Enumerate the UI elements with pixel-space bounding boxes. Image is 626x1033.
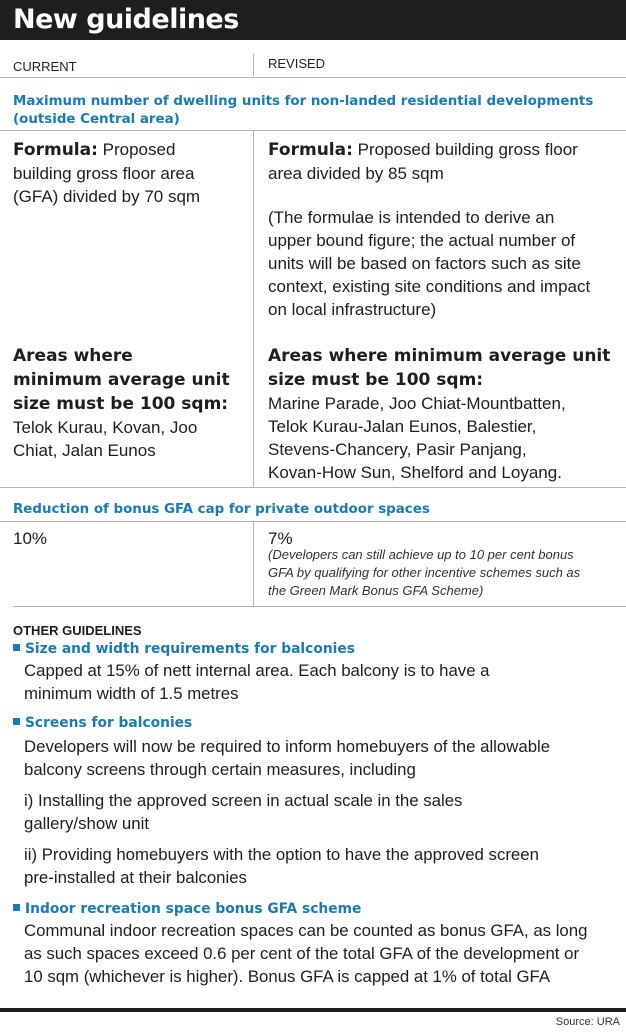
bullet-square-icon (13, 644, 20, 651)
indoor-recreation-text: Communal indoor recreation spaces can be counted as bonus GFA, as long as such spaces exceed 0.6 per cent of the total GFA of the development or 10 sqm (whichever is higher). Bonus GFA is capped at 1% of total GFA (24, 921, 588, 986)
balcony-screens-item-2: ii) Providing homebuyers with the option to have the approved screen pre-installed at their balconies (24, 845, 539, 887)
bullet-square-icon (13, 904, 20, 911)
footer-rule (0, 1008, 626, 1012)
divider (0, 521, 626, 522)
current-areas: Areas where minimum average unit size must be 100 sqm: Telok Kurau, Kovan, Joo Chiat, Jalan Eunos (13, 346, 230, 460)
column-divider (253, 522, 254, 606)
column-divider (253, 131, 254, 487)
revised-formula: Formula: Proposed building gross floor area divided by 85 sqm (268, 140, 578, 183)
bullet-balcony-size: Size and width requirements for balconies (13, 640, 355, 658)
section-title-line: Maximum number of dwelling units for non-landed residential developments (13, 94, 594, 109)
other-guidelines-label: OTHER GUIDELINES (13, 623, 142, 638)
current-bonus-value: 10% (13, 529, 48, 548)
revised-formula-note: (The formulae is intended to derive an upper bound figure; the actual number of units will be based on factors such as site context, existing site conditions and impact on local infrastructure) (268, 208, 591, 319)
divider (0, 130, 626, 131)
header-bar (0, 0, 626, 40)
column-divider (253, 54, 254, 76)
page-title: New guidelines (13, 4, 239, 35)
divider (0, 487, 626, 488)
bullet-indoor-recreation: Indoor recreation space bonus GFA scheme (13, 900, 361, 918)
bullet-balcony-screens: Screens for balconies (13, 714, 192, 732)
divider (13, 606, 626, 607)
balcony-size-text: Capped at 15% of nett internal area. Each balcony is to have a minimum width of 1.5 metres (24, 661, 490, 703)
revised-bonus-value: 7% (268, 529, 293, 548)
bullet-square-icon (13, 718, 20, 725)
revised-areas: Areas where minimum average unit size must be 100 sqm: Marine Parade, Joo Chiat-Mountbatten, Telok Kurau-Jalan Eunos, Balestier, Stevens-Chancery, Pasir Panjang, Kovan-How Sun, Shelford and Loyang. (268, 346, 611, 482)
revised-bonus-note: (Developers can still achieve up to 10 per cent bonus GFA by qualifying for other incentive schemes such as the Green Mark Bonus GFA Scheme) (268, 547, 581, 598)
balcony-screens-text: Developers will now be required to inform homebuyers of the allowable balcony screens through certain measures, including (24, 737, 551, 779)
section-title-bonus-gfa: Reduction of bonus GFA cap for private outdoor spaces (13, 502, 430, 517)
section-title-dwelling-units (13, 93, 593, 129)
source-credit: Source: URA (555, 1016, 620, 1028)
divider (0, 77, 626, 78)
column-header-revised: REVISED (268, 56, 326, 71)
column-header-current: CURRENT (13, 59, 77, 74)
balcony-screens-item-1: i) Installing the approved screen in actual scale in the sales gallery/show unit (24, 791, 463, 833)
section-title-line: (outside Central area) (13, 112, 180, 127)
current-formula: Formula: Proposed building gross floor area (GFA) divided by 70 sqm (13, 140, 201, 206)
